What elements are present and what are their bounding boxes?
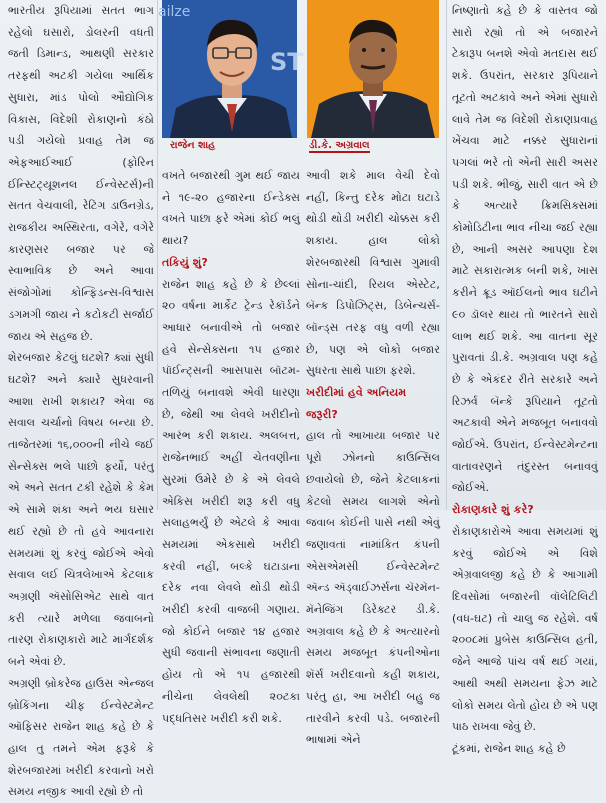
column4-subheading: રોકાણકારે શું કરે? [452,503,534,517]
article-column-2 [162,165,300,729]
dk-agarwal-caption: ડી.કે. અગ્રવાલ [309,140,370,151]
rajen-shah-caption: રાજેન શાહ [170,140,216,151]
column1-paragraph-1: ભારતીય રૂપિયામાં સતત ભાગ રહેલો ઘસારો, ડોલરની વધતી જતી ડિમાન્ડ, આથણી સરકાર તરફથી અટકી ગયેલા આર્થિક સુધારા, માંડ પોલો ઔદ્યોગિક વિકાસ, વિદેશી રોકાણનો કંઠો પડી ગયેલો પ્રવાહ તેમ જ એફઆઈઆઈ (ફોરિન ઈન્સ્ટિટ્યૂશનલ ઈન્વેસ્ટર્સ)ની સતત વેચવાલી, રેટિંગ ડાઉનગ્રેડ, રાજકીય અસ્થિરતા, વગેરે, વગેરે કારણસર બજાર પર જે સ્વાભાવિક છે અને આવા સંજોગોમાં કોન્ફિડન્સ-વિશ્વાસ ડગમગી જાય ને કટોકટી સર્જાઈ જાય એ સહજ છે. [8,4,154,343]
column2-paragraph-1: વખતે બજારથી ગુમ થઈ જાય ને ૧૯-૨૦ હજારના ઈન્ડેક્સ વખતે પાછા ફરે એમાં કોઈ ભલું થાય? [162,169,300,248]
column1-paragraph-2: શેરબજાર કેટલું ઘટશે? ક્યાં સુધી ઘટશે? અને ક્યારે સુધરવાની આશા રાખી શકાય? એવા જ સવાલ ચર્ચાનો વિષય બન્યા છે. તાજેતરમાં ૧૬,૦૦૦ની નીચે જઈ સેન્સેક્સ ભલે પાછો ફર્યો, પરંતુ એ અને સતત ટકી રહેશે કે કેમ એ સામે શંકા અને ભય ઘસાર થઈ રહ્યો છે તો હવે આવનારા સમયમાં શું કરવું જોઈએ એવો સવાલ લઈ ચિત્રલેખાએ કેટલાક અગ્રણી ઍસોસિએટ સાથે વાત કરી ત્યારે મળેલા જવાબનો તારણ રોકાણકારો માટે માર્ગદર્શક બને એવાં છે. [8,351,154,669]
portrait-illustration [158,0,304,138]
column4-paragraph-3: ટૂંકમાં, રાજેન શાહ કહે છે [452,741,566,755]
article-column-3 [306,165,440,751]
dk-agarwal-photo [307,0,439,138]
article-column-1 [8,0,154,803]
column4-paragraph-1: નિષ્ણાતો કહે છે કે વાસ્તવ જો સારો રહ્યો તો એ બજારને ટેકારૂપ બનશે એવો મતદાસ થઈ શકે. ઉપરાંત, સરકાર રૂપિયાને તૂટતો અટકાવે અને એમાં સુધારો લાવે તેમ જ વિદેશી રોકાણપ્રવાહ ખેંચવા માટે નક્કર સુધારાનાં પગલાં ભરે તો એની સારી અસર પડી શકે. ભીજું, સારી વાત એ છે કે અત્યારે ક્રિમસિક્સમાં કોમોડિટીના ભાવ નીચા જઈ રહ્યા છે, આની અસર આપણા દેશ માટે સકારાત્મક બની શકે, ખાસ કરીને ક્રૂડ ઑઈલનો ભાવ ઘટીને ૯૦ ડૉલર થાય તો ભારતને સારો લાભ થઈ શકે. આ વાતના સૂર પુરાવતાં ડી.કે. અગ્રવાલ પણ કહે છે કે એકંદર રીતે સરકારે અને રિઝર્વ બૅન્કે રૂપિયાને તૂટતો અટકાવી એને મજબૂત બનાવવો જોઈએ. ઉપરાંત, ઈન્વેસ્ટમેન્ટના વાતાવરણને તંદુરસ્ત બનાવવું જોઈએ. [452,4,598,495]
portrait-illustration [307,0,439,138]
column3-subheading: ખરીદીમાં હવે અનિયમ જરૂરી? [306,386,407,421]
column2-paragraph-2: રાજેન શાહ કહે છે કે છેલ્લાં ૨૦ વર્ષના માર્કેટ ટ્રેન્ડ રેકૉર્ડને આધાર બનાવીએ તો બજાર હવે સેન્સેક્સના ૧૫ હજાર પૉઈન્ટ્સની આસપાસ બૉટમ-તળિયું બનાવશે એવી ધારણા છે, જેથી આ લેવલે ખરીદીનો આરંભ કરી શકાય. અલબત્ત, રાજેનભાઈ અહીં ચેતવણીના સુરમાં ઉમેરે છે કે એ લેવલે એકિસ ખરીદી શરૂ કરી વધુ સલાહભર્યું છે એટલે કે આવા સમયમાં એકસાથે ખરીદી કરવી નહીં, બલ્કે ઘટાડાના દરેક નવા લેવલે થોડી થોડી ખરીદી કરવી વાજબી ગણાય. જો કોઈને બજાર ૧૪ હજાર સુધી જવાની સંભાવના જણાતી હોય તો એ ૧૫ હજારથી નીચેના લેવલેથી ૨૦ટકા પદ્ધતિસર ખરીદી કરી શકે. [162,277,300,725]
rajen-shah-photo [158,0,304,138]
column2-subheading: તકિયું શું? [162,255,208,269]
column3-paragraph-1: આવી શકે માલ વેચી દેવો નહીં, કિન્તુ દરેક મોટા ઘટાડે થોડી થોડી ખરીદી ચોક્કસ કરી શકાય. હાલ લોકો શેરબજારથી વિશ્વાસ ગુમાવી સોના-ચાંદી, રિયલ એસ્ટેટ, બૅન્ક ડિપોઝિટ્સ, ડિબેન્ચર્સ-બૉન્ડ્સ તરફ વધુ વળી રહ્યા છે, પણ એ લોકો બજાર સુધરતા સાથે પાછા ફરશે. [306,169,440,378]
column-divider [157,0,158,510]
article-column-4 [452,0,598,760]
column-divider [446,0,447,510]
column4-paragraph-2: રોકાણકારોએ આવા સમયમાં શું કરવું જોઈએ એ વિશે એગ્રવાલજી કહે છે કે આગામી દિવસોમાં બજારની વૉલેટિલિટી (વધ-ઘટ) તો ચાલુ જ રહેશે. વર્ષ ૨૦૦૮માં પ્રુબેસ કાઉન્સિલ હતી, જેને આજે પાંચ વર્ષ થઈ ગયાં, આથી અથી સમયના ફેઝ માટે લોકો સમય લેતો હોય છે એ પણ પાઠ રાખવા જેવું છે. [452,524,598,734]
backdrop-lettering: ailze [158,4,191,20]
column1-paragraph-3: અગ્રણી બ્રોકરેજ હાઉસ એન્જલ બ્રોકિંગના ચીફ ઈન્વેસ્ટમેન્ટ ઑફિસર રાજેન શાહ કહે છે કે હાલ તુ તમને એમ ફરૂકે કે શેરબજારમાં ખરીદી કરવાનો ખરો સમય નજીક આવી રહ્યો છે તો [8,676,154,799]
column3-paragraph-2: હાલ તો આખાયા બજાર પર પૂરો ઝોનનો કાઉન્સિલ છવાયેલો છે, જેને કેટલાકનાં કેટલો સમય લાગશે એનો જવાબ કોઈની પાસે નથી એવું જણાવતાં નામાંકિત કંપની એસએમસી ઈન્વેસ્ટમેન્ટ ઍન્ડ ઍડ્વાઈઝર્સના ચૅરમૅન-મૅનેજિંગ ડિરેક્ટર ડી.કે. અગ્રવાલ કહે છે કે અત્યારનો સમય મજબૂત કંપનીઓના શૅર્સ ખરીદવાનો કહી શકાય, પરંતુ હા, આ ખરીદી બહુ જ તારવીને કરવી પડે. બજારની ભાષામાં એને [306,429,440,747]
backdrop-lettering: ST [270,48,304,76]
